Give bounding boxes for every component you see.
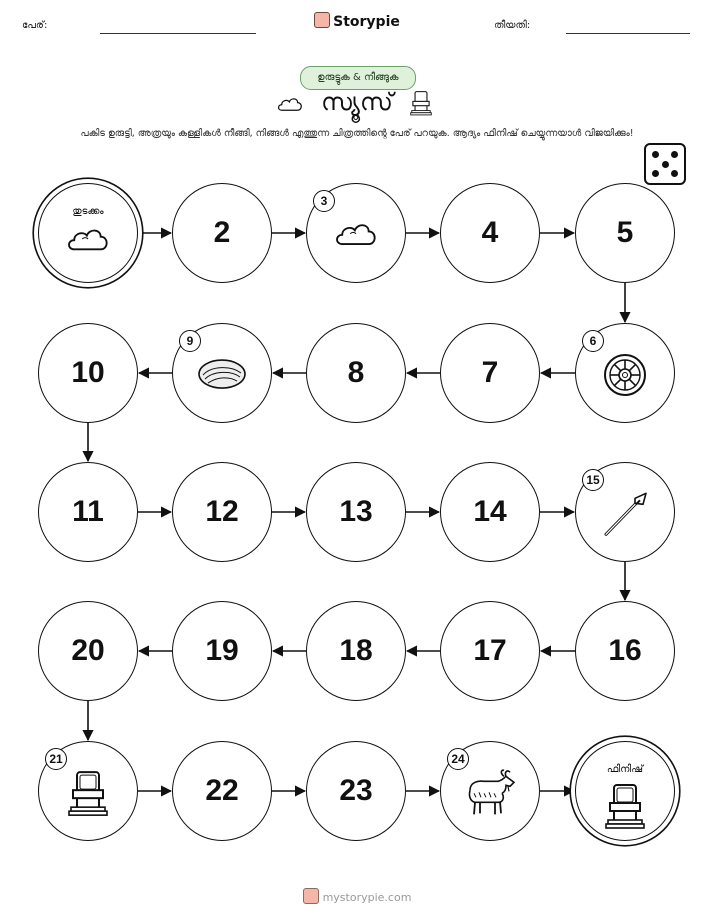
space-number: 14: [473, 495, 507, 528]
finish-label: ഫിനിഷ്: [606, 764, 644, 775]
space-number: 18: [339, 634, 373, 667]
space-number: 23: [339, 774, 373, 807]
footer-site: mystorypie.com: [322, 891, 412, 904]
board-space-23[interactable]: [306, 741, 406, 841]
throne-icon: [68, 769, 108, 821]
space-number-badge: 15: [582, 469, 604, 491]
footer: [0, 888, 714, 904]
board-space-21[interactable]: [38, 741, 138, 841]
instructions: പകിട ഉരുട്ടി, അത്രയും കള്ളികൾ നീങ്ങി, നിങ്ങൾ എത്തുന്ന ചിത്രത്തിന്റെ പേര് പറയുക. ആദ്യം ഫിനിഷ് ചെയ്യുന്നയാൾ വിജയിക്കും!: [80, 128, 634, 139]
space-number: 19: [205, 634, 239, 667]
date-label: തീയതി:: [494, 20, 531, 31]
spear-icon: [600, 489, 650, 543]
space-number: 8: [347, 356, 365, 389]
space-number: 5: [616, 216, 634, 249]
space-number-badge: 24: [447, 748, 469, 770]
page-title: സ്യൂസ്: [321, 88, 393, 116]
space-number: 17: [473, 634, 507, 667]
board-space-10[interactable]: [38, 323, 138, 423]
board-space-19[interactable]: [172, 601, 272, 701]
space-number: 22: [205, 774, 239, 807]
board-space-6[interactable]: [575, 323, 675, 423]
space-number: 10: [71, 356, 105, 389]
space-number-badge: 21: [45, 748, 67, 770]
cloud-icon: [65, 224, 111, 258]
activity-tag: ഉരുട്ടുക & നീങ്ങുക: [300, 66, 416, 90]
board-space-12[interactable]: [172, 462, 272, 562]
space-number: 16: [608, 634, 642, 667]
board-space-14[interactable]: [440, 462, 540, 562]
board-space-18[interactable]: [306, 601, 406, 701]
wheel-icon: [602, 352, 648, 402]
space-number: 20: [71, 634, 105, 667]
board-space-15[interactable]: [575, 462, 675, 562]
board-space-5[interactable]: [575, 183, 675, 283]
space-number: 7: [481, 356, 499, 389]
board-space-2[interactable]: [172, 183, 272, 283]
space-number-badge: 9: [179, 330, 201, 352]
space-number: 13: [339, 495, 373, 528]
mascot-icon: [303, 888, 319, 904]
space-number: 12: [205, 495, 239, 528]
board-space-3[interactable]: [306, 183, 406, 283]
space-number-badge: 6: [582, 330, 604, 352]
space-number-badge: 3: [313, 190, 335, 212]
throne-icon: [605, 782, 645, 834]
board-space-9[interactable]: [172, 323, 272, 423]
name-label: പേര്:: [22, 20, 48, 31]
board-space-4[interactable]: [440, 183, 540, 283]
start-label: തുടക്കം: [72, 206, 104, 217]
space-number: 2: [213, 216, 231, 249]
board-space-7[interactable]: [440, 323, 540, 423]
board-space-8[interactable]: [306, 323, 406, 423]
board-space-11[interactable]: [38, 462, 138, 562]
finish-space[interactable]: [575, 741, 675, 841]
board-space-22[interactable]: [172, 741, 272, 841]
shell-icon: [197, 357, 247, 395]
board-space-17[interactable]: [440, 601, 540, 701]
space-number: 4: [481, 216, 499, 249]
space-number: 11: [72, 495, 104, 528]
board-space-24[interactable]: [440, 741, 540, 841]
board-space-16[interactable]: [575, 601, 675, 701]
start-space[interactable]: [38, 183, 138, 283]
board-space-13[interactable]: [306, 462, 406, 562]
brand-name: Storypie: [333, 14, 400, 30]
cloud-icon: [333, 219, 379, 253]
board-space-20[interactable]: [38, 601, 138, 701]
goat-icon: [462, 768, 518, 822]
